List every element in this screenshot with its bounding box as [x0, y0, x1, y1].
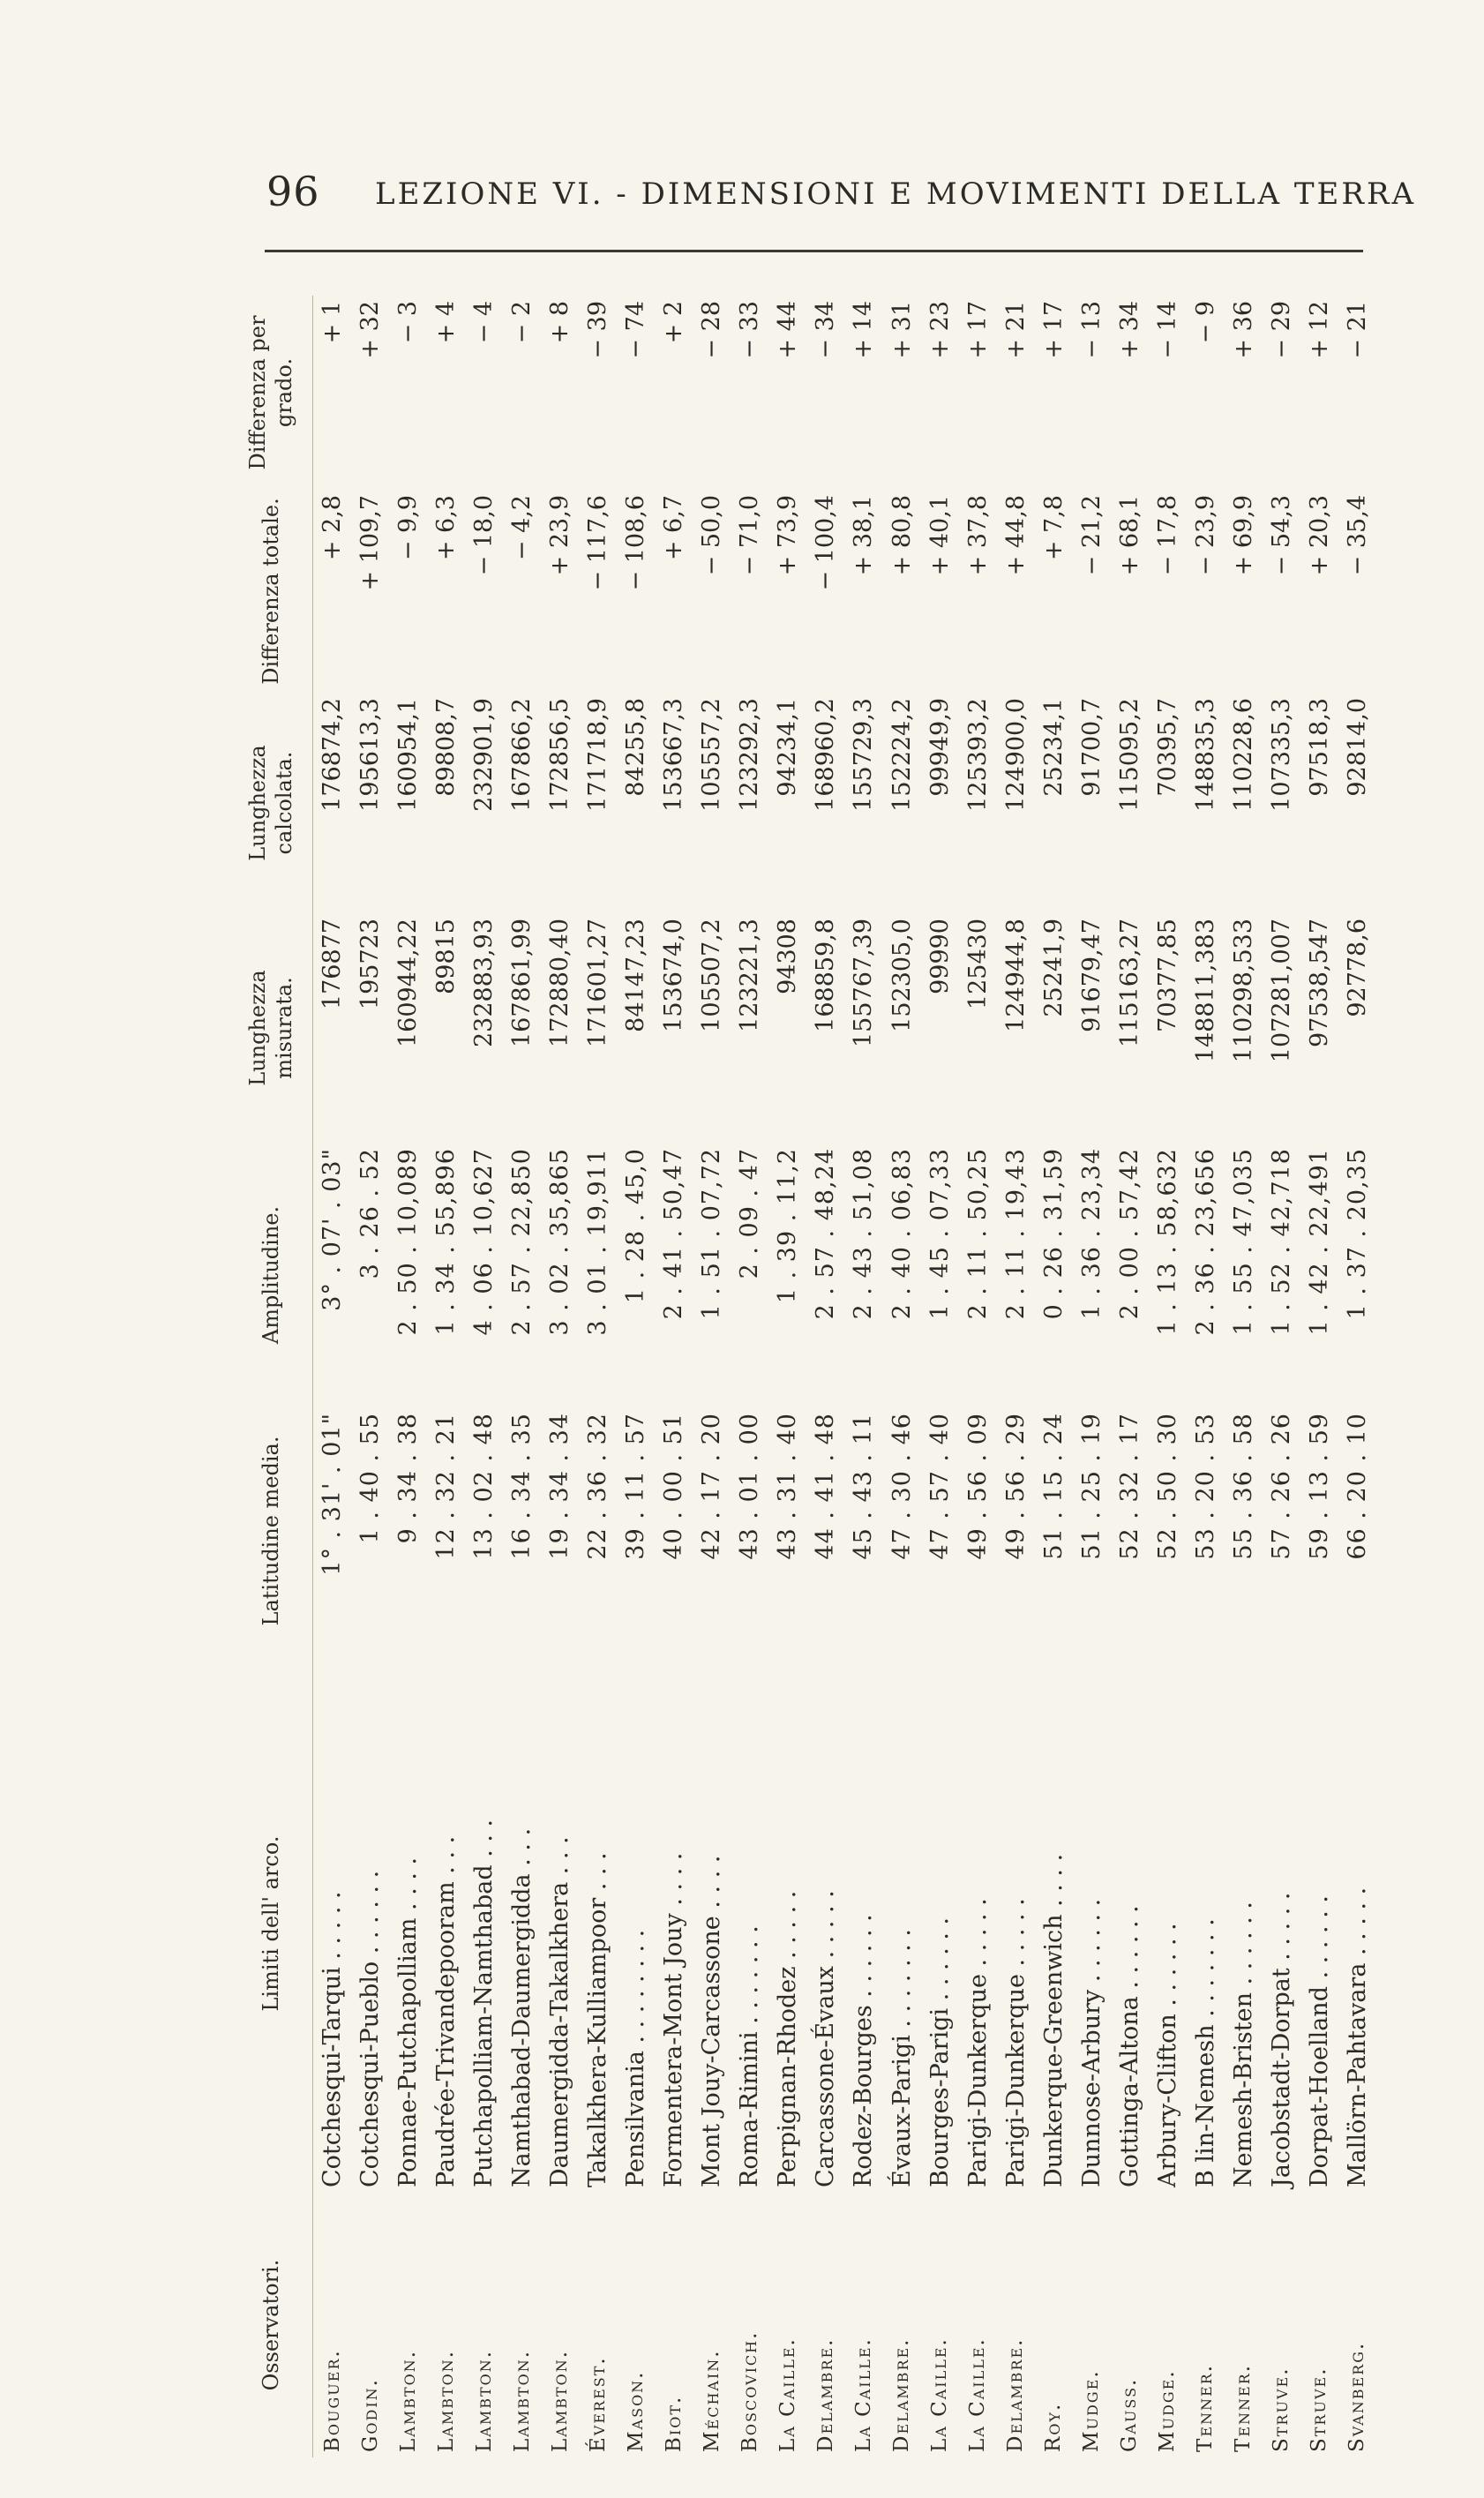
amplitude-cell: 2 . 50 . 10,089: [394, 1148, 423, 1336]
observer-cell: Svanberg.: [1345, 2341, 1369, 2452]
amplitude-cell: 2 . 09 . 47: [736, 1148, 764, 1279]
measured-length-cell: 92778,6: [1343, 919, 1371, 1017]
table-row: [1035, 296, 1073, 2457]
total-difference-cell: + 109,7: [356, 495, 385, 591]
degree-difference-cell: − 13: [1077, 301, 1106, 359]
table-row: [1263, 296, 1300, 2457]
page-number: 96: [266, 168, 320, 215]
degree-difference-cell: + 32: [356, 301, 385, 359]
observer-cell: Tenner.: [1232, 2363, 1255, 2452]
calculated-length-cell: 123292,3: [736, 698, 764, 812]
latitude-cell: 59 . 13 . 59: [1305, 1413, 1333, 1560]
arc-limits-cell: Cotchesqui-Tarqui . . . . .: [319, 1891, 347, 2187]
observer-cell: Struve.: [1308, 2367, 1331, 2452]
amplitude-cell: 1 . 45 . 07,33: [926, 1148, 954, 1320]
calculated-length-cell: 105557,2: [698, 698, 726, 812]
arc-limits-cell: Jacobstadt-Dorpat . . . . .: [1267, 1892, 1295, 2187]
observer-cell: La Caille.: [966, 2337, 990, 2452]
amplitude-cell: 2 . 40 . 06,83: [888, 1148, 916, 1320]
calculated-length-cell: 124900,0: [1001, 698, 1030, 812]
arc-limits-cell: Mont Jouy-Carcassone . . . .: [698, 1855, 726, 2187]
arc-measurements-table-container: [229, 296, 1376, 2457]
observer-cell: Gauss.: [1118, 2377, 1142, 2452]
table-row: [844, 296, 882, 2457]
total-difference-cell: − 21,2: [1077, 495, 1106, 576]
arc-limits-cell: Rodez-Bourges . . . . . .: [850, 1914, 878, 2187]
arc-limits-cell: Namthabad-Daumergidda . . .: [508, 1827, 536, 2187]
table-row: [1111, 296, 1149, 2457]
measured-length-cell: 105507,2: [698, 919, 726, 1032]
degree-difference-cell: − 4: [470, 301, 498, 344]
calculated-length-cell: 84255,8: [622, 698, 650, 797]
total-difference-cell: + 37,8: [963, 495, 992, 576]
table-row: [465, 296, 503, 2457]
total-difference-cell: + 69,9: [1229, 495, 1257, 576]
amplitude-cell: 3 . 02 . 35,865: [546, 1148, 574, 1336]
amplitude-cell: 1 . 39 . 11,2: [774, 1148, 802, 1304]
table-row: [579, 296, 617, 2457]
latitude-cell: 57 . 26 . 26: [1267, 1413, 1295, 1560]
calculated-length-cell: 195613,3: [356, 698, 385, 812]
observer-cell: Lambton.: [434, 2349, 458, 2452]
table-row: [1187, 296, 1225, 2457]
measured-length-cell: 195723: [356, 919, 385, 1010]
arc-limits-cell: Bourges-Parigi . . . . . .: [926, 1917, 954, 2187]
amplitude-cell: 1 . 37 . 20,35: [1343, 1148, 1371, 1320]
amplitude-cell: 2 . 57 . 48,24: [812, 1148, 840, 1320]
total-difference-cell: − 9,9: [394, 495, 423, 561]
measured-length-cell: 160944,22: [394, 919, 423, 1048]
calculated-length-cell: 155729,3: [850, 698, 878, 812]
latitude-cell: 44 . 41 . 48: [812, 1413, 840, 1560]
latitude-cell: 66 . 20 . 10: [1343, 1413, 1371, 1560]
calculated-length-cell: 125393,2: [963, 698, 992, 812]
degree-difference-cell: − 74: [622, 301, 650, 359]
arc-limits-cell: Daumergidda-Takalkhera . . .: [546, 1836, 574, 2187]
amplitude-cell: 1 . 13 . 58,632: [1153, 1148, 1181, 1336]
calculated-length-cell: 160954,1: [394, 698, 423, 812]
calculated-length-cell: 176874,2: [319, 698, 347, 812]
latitude-cell: 51 . 25 . 19: [1077, 1413, 1106, 1560]
total-difference-cell: − 17,8: [1153, 495, 1181, 576]
total-difference-cell: + 44,8: [1001, 495, 1030, 576]
total-difference-cell: − 50,0: [698, 495, 726, 576]
header-limits: Limiti dell' arco.: [229, 1654, 313, 2193]
observer-cell: Boscovich.: [738, 2330, 761, 2452]
calculated-length-cell: 91700,7: [1077, 698, 1106, 797]
arc-limits-cell: Perpignan-Rhodez . . . . .: [774, 1890, 802, 2187]
latitude-cell: 47 . 30 . 46: [888, 1413, 916, 1560]
total-difference-cell: − 108,6: [622, 495, 650, 591]
latitude-cell: 39 . 11 . 57: [622, 1413, 650, 1560]
arc-limits-cell: B lin-Nemesh . . . . . . .: [1191, 1918, 1219, 2187]
total-difference-cell: − 18,0: [470, 495, 498, 576]
amplitude-cell: 1 . 42 . 22,491: [1305, 1148, 1333, 1336]
table-row: [541, 296, 579, 2457]
latitude-cell: 12 . 32 . 21: [432, 1413, 461, 1560]
total-difference-cell: + 6,3: [432, 495, 461, 561]
calculated-length-cell: 25234,1: [1039, 698, 1068, 797]
latitude-cell: 43 . 01 . 00: [736, 1413, 764, 1560]
measured-length-cell: 167861,99: [508, 919, 536, 1048]
measured-length-cell: 152305,0: [888, 919, 916, 1032]
amplitude-cell: 1 . 52 . 42,718: [1267, 1148, 1295, 1336]
arc-limits-cell: Pensilvania . . . . . . . .: [622, 1929, 650, 2187]
arc-limits-cell: Ponnae-Putchapolliam . . . .: [394, 1857, 423, 2187]
table-row: [351, 296, 389, 2457]
degree-difference-cell: + 36: [1229, 301, 1257, 359]
amplitude-cell: 2 . 11 . 19,43: [1001, 1148, 1030, 1320]
total-difference-cell: + 2,8: [319, 495, 347, 561]
arc-limits-cell: Roma-Rimini . . . . . . .: [736, 1925, 764, 2187]
total-difference-cell: − 100,4: [812, 495, 840, 591]
total-difference-cell: + 6,7: [660, 495, 688, 561]
amplitude-cell: 2 . 43 . 51,08: [850, 1148, 878, 1320]
degree-difference-cell: + 8: [546, 301, 574, 344]
degree-difference-cell: + 17: [963, 301, 992, 359]
table-row: [389, 296, 427, 2457]
measured-length-cell: 148811,383: [1191, 919, 1219, 1063]
header-measured: Lunghezza misurata.: [229, 913, 313, 1143]
latitude-cell: 49 . 56 . 29: [1001, 1413, 1030, 1560]
degree-difference-cell: − 2: [508, 301, 536, 344]
amplitude-cell: 1 . 34 . 55,896: [432, 1148, 461, 1336]
table-row: [617, 296, 655, 2457]
calculated-length-cell: 107335,3: [1267, 698, 1295, 812]
amplitude-cell: 2 . 00 . 57,42: [1115, 1148, 1143, 1320]
header-total-diff: Differenza totale.: [229, 490, 313, 693]
observer-cell: Lambton.: [548, 2349, 572, 2452]
total-difference-cell: − 4,2: [508, 495, 536, 561]
observer-cell: Tenner.: [1194, 2363, 1218, 2452]
calculated-length-cell: 232901,9: [470, 698, 498, 812]
total-difference-cell: + 20,3: [1305, 495, 1333, 576]
degree-difference-cell: − 34: [812, 301, 840, 359]
latitude-cell: 1 . 40 . 55: [356, 1413, 385, 1544]
header-degree-diff: Differenza per grado.: [229, 296, 313, 490]
degree-difference-cell: − 9: [1191, 301, 1219, 344]
measured-length-cell: 25241,9: [1039, 919, 1068, 1017]
measured-length-cell: 94308: [774, 919, 802, 994]
total-difference-cell: + 80,8: [888, 495, 916, 576]
observer-cell: Lambton.: [472, 2349, 496, 2452]
latitude-cell: 19 . 34 . 34: [546, 1413, 574, 1560]
total-difference-cell: + 40,1: [926, 495, 954, 576]
arc-limits-cell: Putchapolliam-Namthabad . . .: [470, 1819, 498, 2187]
amplitude-cell: 2 . 11 . 50,25: [963, 1148, 992, 1320]
measured-length-cell: 115163,27: [1115, 919, 1143, 1048]
table-row: [997, 296, 1035, 2457]
observer-cell: Struve.: [1270, 2367, 1293, 2452]
header-rule: [265, 250, 1363, 252]
header-observers: Osservatori.: [229, 2193, 313, 2457]
header-latitude: Latitudine media.: [229, 1407, 313, 1654]
latitude-cell: 42 . 17 . 20: [698, 1413, 726, 1560]
table-row: [1225, 296, 1263, 2457]
measured-length-cell: 84147,23: [622, 919, 650, 1032]
table-row: [693, 296, 731, 2457]
arc-limits-cell: Cotchesqui-Pueblo . . . . . .: [356, 1870, 385, 2187]
table-row: [1300, 296, 1338, 2457]
header-amplitude: Amplitudine.: [229, 1143, 313, 1407]
measured-length-cell: 107281,007: [1267, 919, 1295, 1063]
arc-limits-cell: Parigi-Dunkerque . . . . .: [963, 1898, 992, 2187]
calculated-length-cell: 89808,7: [432, 698, 461, 797]
table-row: [503, 296, 541, 2457]
table-row: [655, 296, 693, 2457]
calculated-length-cell: 115095,2: [1115, 698, 1143, 812]
degree-difference-cell: − 14: [1153, 301, 1181, 359]
measured-length-cell: 153674,0: [660, 919, 688, 1032]
amplitude-cell: 1 . 36 . 23,34: [1077, 1148, 1106, 1320]
calculated-length-cell: 110228,6: [1229, 698, 1257, 812]
total-difference-cell: + 68,1: [1115, 495, 1143, 576]
measured-length-cell: 91679,47: [1077, 919, 1106, 1032]
measured-length-cell: 99990: [926, 919, 954, 994]
degree-difference-cell: + 12: [1305, 301, 1333, 359]
running-title: LEZIONE VI. - DIMENSIONI E MOVIMENTI DELLA TERRA: [375, 176, 1417, 212]
total-difference-cell: − 117,6: [584, 495, 612, 591]
table-row: [313, 296, 352, 2457]
measured-length-cell: 176877: [319, 919, 347, 1010]
latitude-cell: 53 . 20 . 53: [1191, 1413, 1219, 1560]
measured-length-cell: 110298,533: [1229, 919, 1257, 1063]
amplitude-cell: 1 . 51 . 07,72: [698, 1148, 726, 1320]
calculated-length-cell: 171718,9: [584, 698, 612, 812]
amplitude-cell: 2 . 36 . 23,656: [1191, 1148, 1219, 1336]
latitude-cell: 55 . 36 . 58: [1229, 1413, 1257, 1560]
page-header: [0, 168, 1484, 229]
latitude-cell: 51 . 15 . 24: [1039, 1413, 1068, 1560]
table-row: [1073, 296, 1111, 2457]
degree-difference-cell: − 28: [698, 301, 726, 359]
degree-difference-cell: + 2: [660, 301, 688, 344]
arc-limits-cell: Gottinga-Altona . . . . . .: [1115, 1905, 1143, 2187]
observer-cell: Mason.: [624, 2370, 648, 2452]
total-difference-cell: + 73,9: [774, 495, 802, 576]
degree-difference-cell: − 3: [394, 301, 423, 344]
amplitude-cell: 1 . 28 . 45,0: [622, 1148, 650, 1304]
arc-measurements-table: [229, 296, 1376, 2457]
latitude-cell: 1° . 31' . 01": [319, 1413, 347, 1576]
measured-length-cell: 123221,3: [736, 919, 764, 1032]
table-body: [313, 296, 1377, 2457]
table-row: [921, 296, 959, 2457]
degree-difference-cell: − 29: [1267, 301, 1295, 359]
observer-cell: Biot.: [662, 2395, 686, 2452]
degree-difference-cell: + 44: [774, 301, 802, 359]
degree-difference-cell: − 21: [1343, 301, 1371, 359]
total-difference-cell: + 38,1: [850, 495, 878, 576]
amplitude-cell: 0 . 26 . 31,59: [1039, 1148, 1068, 1320]
arc-limits-cell: Nemesh-Bristen . . . . . .: [1229, 1902, 1257, 2187]
arc-limits-cell: Dunkerque-Greenwich . . . .: [1039, 1853, 1068, 2187]
total-difference-cell: − 23,9: [1191, 495, 1219, 576]
observer-cell: Bouguer.: [320, 2349, 344, 2452]
observer-cell: La Caille.: [851, 2337, 875, 2452]
arc-limits-cell: Dorpat-Hoelland . . . . . .: [1305, 1895, 1333, 2187]
latitude-cell: 9 . 34 . 38: [394, 1413, 423, 1544]
arc-limits-cell: Carcassone-Évaux . . . . .: [812, 1890, 840, 2187]
degree-difference-cell: + 31: [888, 301, 916, 359]
arc-limits-cell: Formentera-Mont Jouy . . . .: [660, 1852, 688, 2187]
calculated-length-cell: 94234,1: [774, 698, 802, 797]
amplitude-cell: 1 . 55 . 47,035: [1229, 1148, 1257, 1336]
latitude-cell: 16 . 34 . 35: [508, 1413, 536, 1560]
calculated-length-cell: 153667,3: [660, 698, 688, 812]
measured-length-cell: 97538,547: [1305, 919, 1333, 1048]
calculated-length-cell: 168960,2: [812, 698, 840, 812]
arc-limits-cell: Évaux-Parigi . . . . . . .: [888, 1929, 916, 2187]
amplitude-cell: 3° . 07' . 03": [319, 1148, 347, 1311]
table-row: [427, 296, 465, 2457]
observer-cell: Delambre.: [890, 2337, 914, 2452]
amplitude-cell: 2 . 41 . 50,47: [660, 1148, 688, 1320]
observer-cell: Delambre.: [813, 2337, 837, 2452]
observer-cell: Lambton.: [510, 2349, 534, 2452]
calculated-length-cell: 99949,9: [926, 698, 954, 797]
arc-limits-cell: Parigi-Dunkerque . . . . .: [1001, 1898, 1030, 2187]
latitude-cell: 45 . 43 . 11: [850, 1413, 878, 1560]
calculated-length-cell: 97518,3: [1305, 698, 1333, 797]
degree-difference-cell: + 17: [1039, 301, 1068, 359]
arc-limits-cell: Mallörn-Pahtavara . . . . .: [1343, 1887, 1371, 2187]
table-row: [768, 296, 806, 2457]
latitude-cell: 13 . 02 . 48: [470, 1413, 498, 1560]
calculated-length-cell: 92814,0: [1343, 698, 1371, 797]
latitude-cell: 40 . 00 . 51: [660, 1413, 688, 1560]
observer-cell: Roy.: [1042, 2402, 1066, 2452]
observer-cell: La Caille.: [928, 2337, 952, 2452]
observer-cell: La Caille.: [776, 2337, 799, 2452]
total-difference-cell: + 23,9: [546, 495, 574, 576]
observer-cell: Éverest.: [586, 2356, 610, 2452]
degree-difference-cell: + 34: [1115, 301, 1143, 359]
observer-cell: Godin.: [358, 2378, 382, 2452]
total-difference-cell: − 35,4: [1343, 495, 1371, 576]
measured-length-cell: 70377,85: [1153, 919, 1181, 1032]
latitude-cell: 49 . 56 . 09: [963, 1413, 992, 1560]
degree-difference-cell: + 14: [850, 301, 878, 359]
latitude-cell: 52 . 50 . 30: [1153, 1413, 1181, 1560]
arc-limits-cell: Paudrée-Trivandepooram . . .: [432, 1835, 461, 2187]
table-row: [959, 296, 997, 2457]
arc-limits-cell: Takalkhera-Kulliampoor . . .: [584, 1852, 612, 2187]
amplitude-cell: 4 . 06 . 10,627: [470, 1148, 498, 1336]
amplitude-cell: 2 . 57 . 22,850: [508, 1148, 536, 1336]
header-calculated: Lunghezza calcolata.: [229, 693, 313, 913]
arc-limits-cell: Dunnose-Arbury . . . . . .: [1077, 1898, 1106, 2187]
latitude-cell: 52 . 32 . 17: [1115, 1413, 1143, 1560]
amplitude-cell: 3 . 26 . 52: [356, 1148, 385, 1279]
table-row: [806, 296, 844, 2457]
total-difference-cell: − 54,3: [1267, 495, 1295, 576]
table-row: [1149, 296, 1187, 2457]
latitude-cell: 43 . 31 . 40: [774, 1413, 802, 1560]
amplitude-cell: 3 . 01 . 19,911: [584, 1148, 612, 1336]
arc-limits-cell: Arbury-Clifton . . . . . .: [1153, 1923, 1181, 2187]
calculated-length-cell: 167866,2: [508, 698, 536, 812]
observer-cell: Méchain.: [700, 2349, 723, 2452]
table-row: [1338, 296, 1376, 2457]
table-row: [731, 296, 768, 2457]
measured-length-cell: 125430: [963, 919, 992, 1010]
observer-cell: Mudge.: [1080, 2369, 1104, 2452]
total-difference-cell: − 71,0: [736, 495, 764, 576]
measured-length-cell: 172880,40: [546, 919, 574, 1048]
calculated-length-cell: 70395,7: [1153, 698, 1181, 797]
measured-length-cell: 232883,93: [470, 919, 498, 1048]
observer-cell: Mudge.: [1156, 2369, 1180, 2452]
calculated-length-cell: 172856,5: [546, 698, 574, 812]
degree-difference-cell: + 23: [926, 301, 954, 359]
measured-length-cell: 155767,39: [850, 919, 878, 1048]
calculated-length-cell: 148835,3: [1191, 698, 1219, 812]
measured-length-cell: 168859,8: [812, 919, 840, 1032]
calculated-length-cell: 152224,2: [888, 698, 916, 812]
degree-difference-cell: + 1: [319, 301, 347, 344]
observer-cell: Lambton.: [396, 2349, 420, 2452]
observer-cell: Delambre.: [1004, 2337, 1028, 2452]
total-difference-cell: + 7,8: [1039, 495, 1068, 561]
degree-difference-cell: − 39: [584, 301, 612, 359]
table-header-row: [229, 296, 313, 2457]
measured-length-cell: 171601,27: [584, 919, 612, 1048]
latitude-cell: 22 . 36 . 32: [584, 1413, 612, 1560]
measured-length-cell: 89815: [432, 919, 461, 994]
degree-difference-cell: − 33: [736, 301, 764, 359]
table-row: [883, 296, 921, 2457]
latitude-cell: 47 . 57 . 40: [926, 1413, 954, 1560]
measured-length-cell: 124944,8: [1001, 919, 1030, 1032]
degree-difference-cell: + 4: [432, 301, 461, 344]
degree-difference-cell: + 21: [1001, 301, 1030, 359]
